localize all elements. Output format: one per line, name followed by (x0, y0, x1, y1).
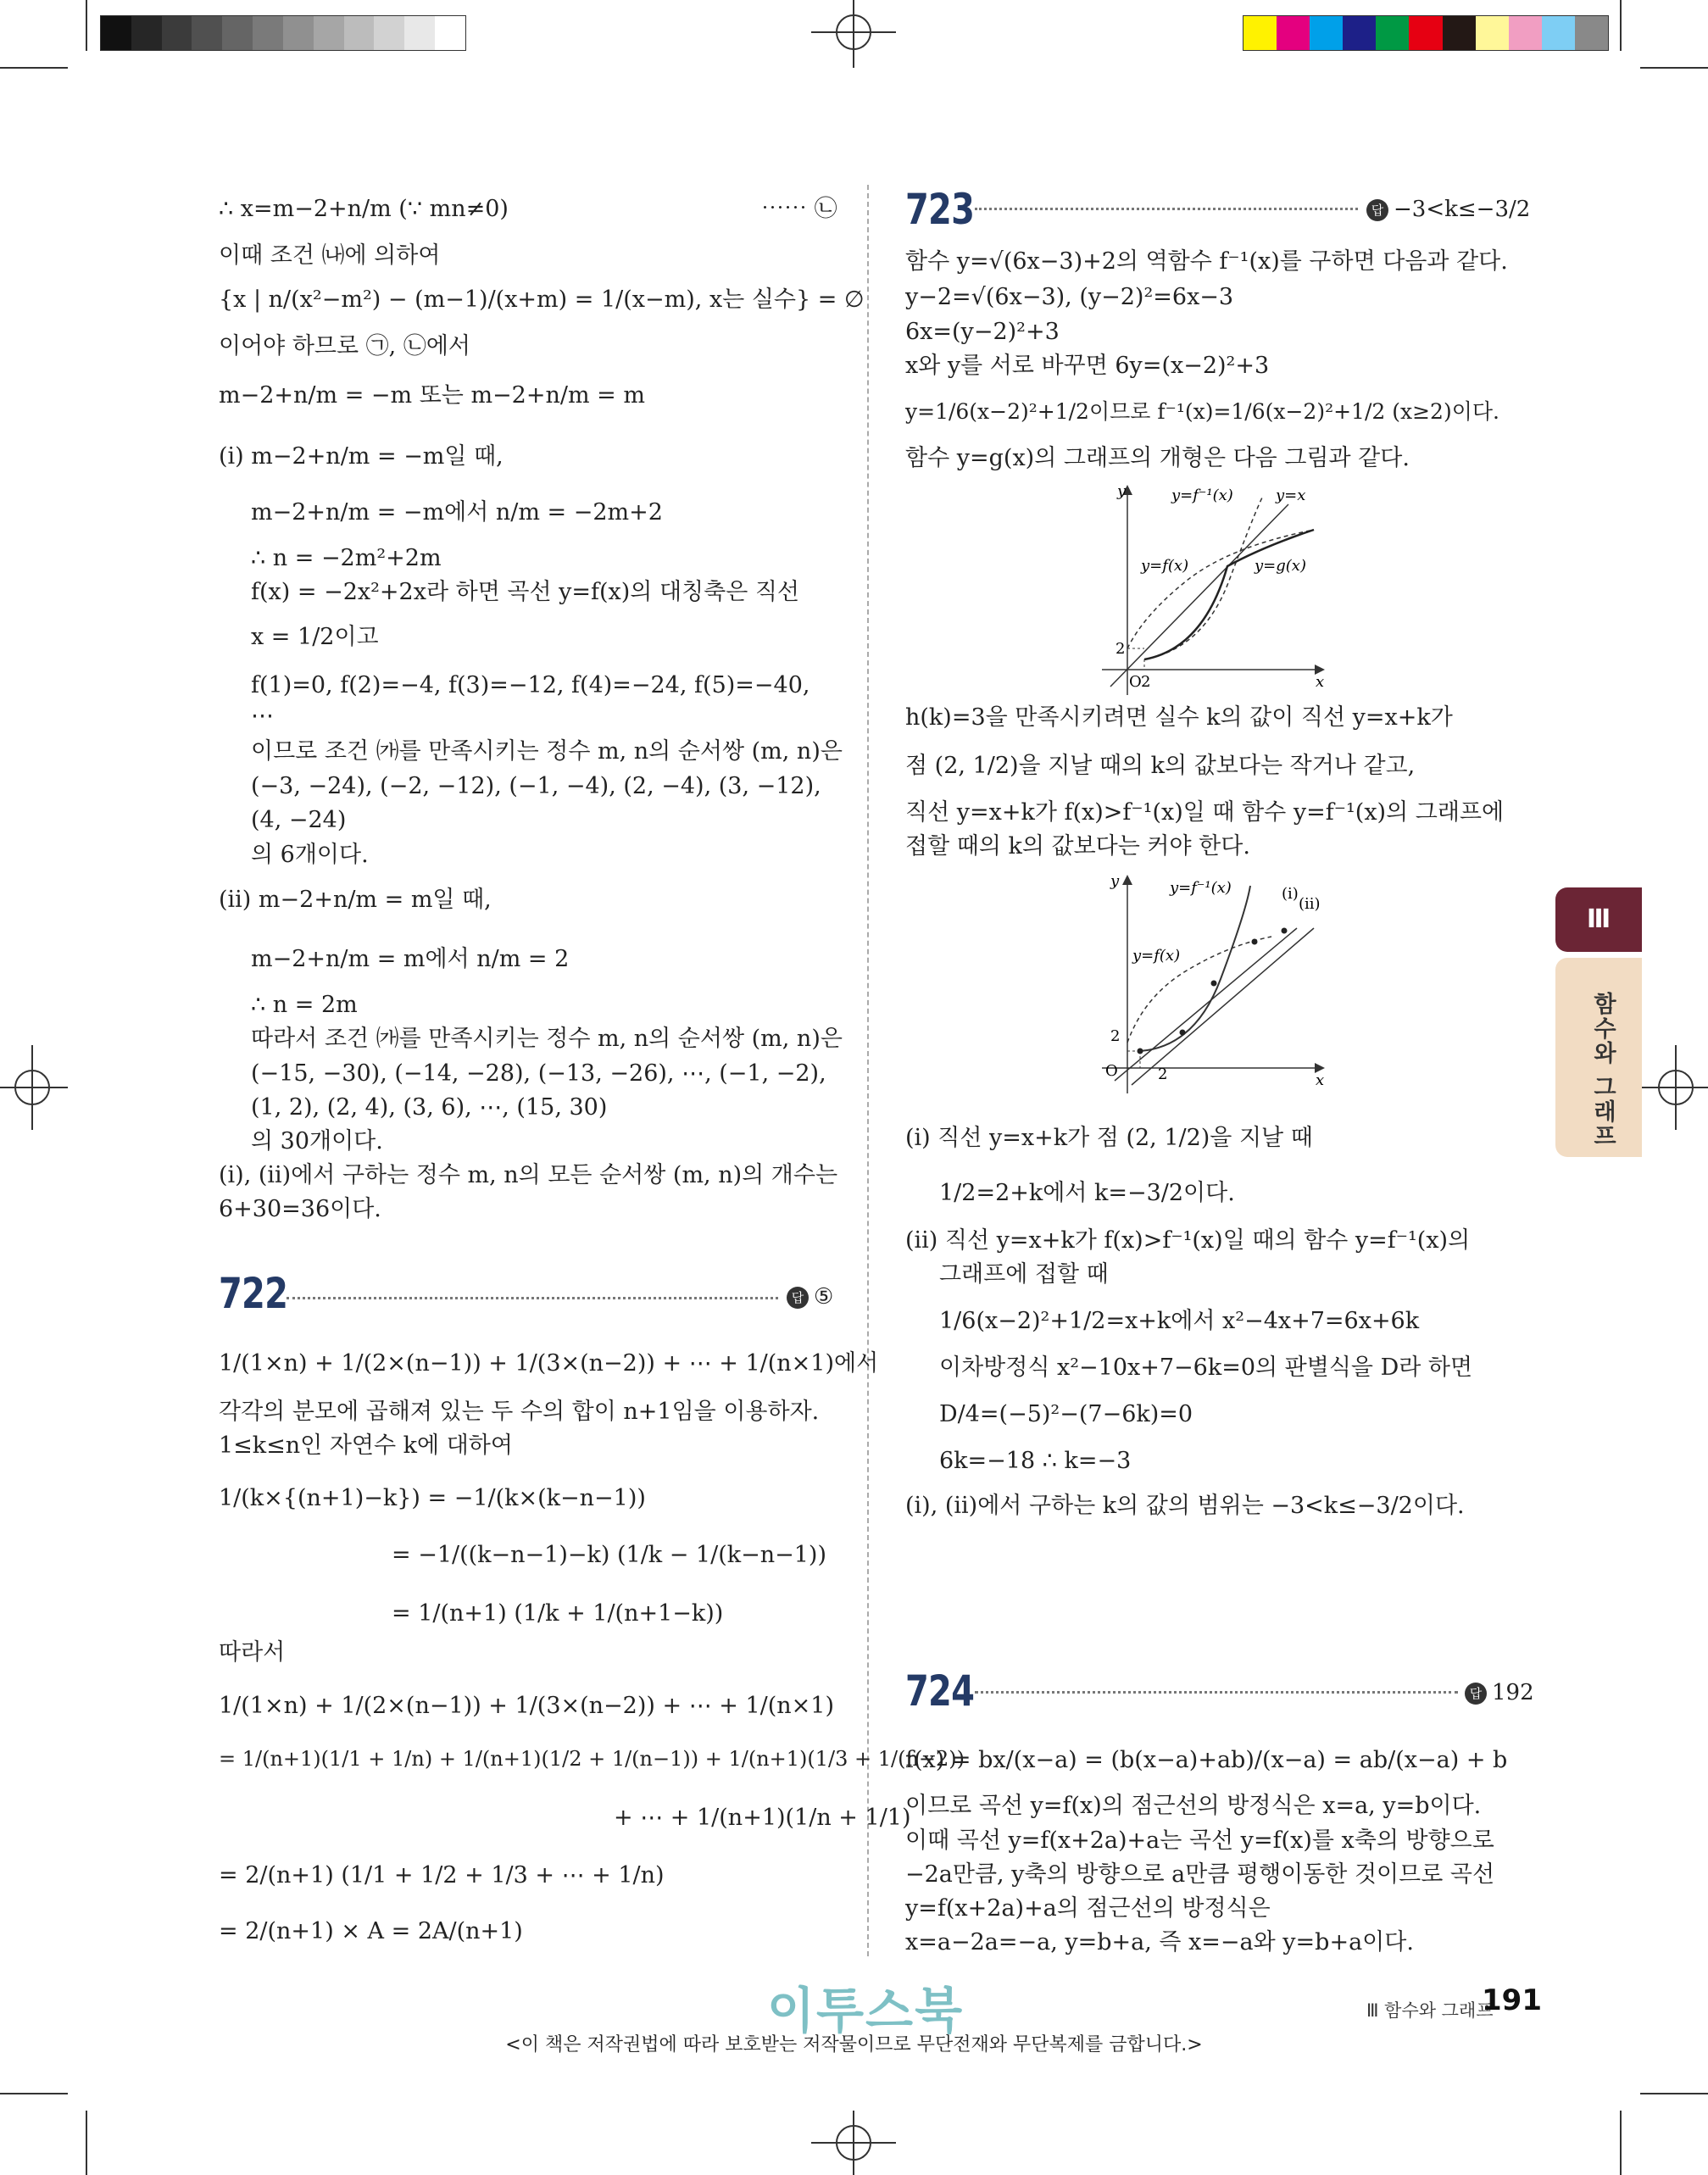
p723-line: D/4=(−5)²−(7−6k)=0 (939, 1401, 1193, 1427)
answer-value: −3<k≤−3/2 (1394, 197, 1531, 222)
answer-badge: 답 (1465, 1683, 1487, 1705)
copyright-notice: <이 책은 저작권법에 따라 보호받는 저작물이므로 무단전재와 무단복제를 금합니다.> (505, 2034, 1203, 2055)
p723-line: 1/2=2+k에서 k=−3/2이다. (939, 1180, 1235, 1206)
point (1180, 1030, 1186, 1036)
answer-value: ⑤ (814, 1284, 834, 1310)
graph2-label: 2 (1158, 1065, 1168, 1083)
p723-line: y−2=√(6x−3), (y−2)²=6x−3 (905, 284, 1234, 310)
answer-box (1366, 195, 1530, 224)
chapter-title: 함수와 그래프 (1589, 992, 1616, 1149)
left-line: m−2+n/m = −m에서 n/m = −2m+2 (251, 499, 663, 526)
left-line: 이므로 조건 ㈎를 만족시키는 정수 m, n의 순서쌍 (m, n)은 (251, 738, 843, 765)
problem-number: 722 (219, 1269, 288, 1318)
graph1-label: y=g(x) (1255, 557, 1306, 575)
p722-line: = 1/(n+1) (1/k + 1/(n+1−k)) (392, 1600, 724, 1627)
running-head: Ⅲ 함수와 그래프 (1366, 2000, 1494, 2021)
left-line: ∴ x=m−2+n/m (∵ mn≠0) (219, 196, 509, 222)
left-line: f(1)=0, f(2)=−4, f(3)=−12, f(4)=−24, f(5)=−40, (251, 672, 810, 698)
answer-badge: 답 (1366, 199, 1388, 221)
p724-line: 이므로 곡선 y=f(x)의 점근선의 방정식은 x=a, y=b이다. (905, 1793, 1482, 1819)
left-line: f(x) = −2x²+2x라 하면 곡선 y=f(x)의 대칭축은 직선 (251, 579, 800, 605)
p723-line: 이차방정식 x²−10x+7−6k=0의 판별식을 D라 하면 (939, 1355, 1473, 1381)
left-line: (1, 2), (2, 4), (3, 6), ⋯, (15, 30) (251, 1094, 608, 1121)
answer-box (1465, 1678, 1534, 1707)
graph2-label: x (1316, 1071, 1325, 1089)
graph2-label: O (1105, 1062, 1118, 1080)
p724-line: f(x) = bx/(x−a) = (b(x−a)+ab)/(x−a) = ab/(x−a) + b (905, 1747, 1508, 1773)
answer-box (787, 1282, 833, 1311)
left-line: (ⅰ) m−2+n/m = −m일 때, (219, 443, 503, 470)
left-line: 따라서 조건 ㈎를 만족시키는 정수 m, n의 순서쌍 (m, n)은 (251, 1026, 843, 1052)
p723-line: 점 (2, 1/2)을 지날 때의 k의 값보다는 작거나 같고, (905, 753, 1416, 779)
p722-line: 1/(k×{(n+1)−k}) = −1/(k×(k−n−1)) (219, 1485, 646, 1511)
point (1138, 1049, 1143, 1054)
graph1-label: y=f⁻¹(x) (1171, 487, 1233, 504)
graph1-label: y (1117, 482, 1127, 500)
dotted-leader (287, 1297, 778, 1299)
problem-number: 724 (905, 1666, 975, 1716)
line-y-eq-x (1110, 504, 1288, 687)
graph1-label: 2 (1141, 673, 1151, 691)
equation-tag: ⋯⋯ ㉡ (761, 196, 837, 222)
left-line: 이어야 하므로 ㉠, ㉡에서 (219, 333, 470, 359)
column-separator (867, 185, 869, 1956)
p722-line: = 2/(n+1) (1/1 + 1/2 + 1/3 + ⋯ + 1/n) (219, 1862, 665, 1889)
left-line: ∴ n = 2m (251, 992, 358, 1018)
left-line: 의 6개이다. (251, 842, 369, 868)
left-line: ⋯ (251, 703, 274, 729)
p723-line: (ⅱ) 직선 y=x+k가 f(x)>f⁻¹(x)일 때의 함수 y=f⁻¹(x)의 (905, 1227, 1471, 1254)
p723-line: (ⅰ), (ⅱ)에서 구하는 k의 값의 범위는 −3<k≤−3/2이다. (905, 1493, 1465, 1519)
graph1-label: y=f(x) (1141, 557, 1189, 575)
graph1-label: y=x (1276, 487, 1306, 504)
p723-line: (ⅰ) 직선 y=x+k가 점 (2, 1/2)을 지날 때 (905, 1125, 1313, 1151)
graph2-label: y=f⁻¹(x) (1170, 879, 1232, 897)
p723-line: 직선 y=x+k가 f(x)>f⁻¹(x)일 때 함수 y=f⁻¹(x)의 그래프에 (905, 799, 1505, 826)
p722-line: = 2/(n+1) × A = 2A/(n+1) (219, 1918, 523, 1944)
p724-line: y=f(x+2a)+a의 점근선의 방정식은 (905, 1895, 1271, 1922)
graph1-label: O (1129, 673, 1142, 691)
left-line: {x | n/(x²−m²) − (m−1)/(x+m) = 1/(x−m), x는 실수} = ∅ (219, 286, 865, 313)
p723-line: 6x=(y−2)²+3 (905, 319, 1060, 345)
graph2-label: y=f(x) (1132, 947, 1181, 965)
left-line: (−3, −24), (−2, −12), (−1, −4), (2, −4), (3, −12), (251, 773, 821, 799)
p723-line: h(k)=3을 만족시키려면 실수 k의 값이 직선 y=x+k가 (905, 704, 1453, 731)
left-line: x = 1/2이고 (251, 624, 379, 650)
p722-line: 각각의 분모에 곱해져 있는 두 수의 합이 n+1임을 이용하자. (219, 1399, 820, 1425)
page-number: 191 (1482, 1983, 1542, 2017)
p722-line: 1≤k≤n인 자연수 k에 대하여 (219, 1432, 513, 1459)
p723-line: 접할 때의 k의 값보다는 커야 한다. (905, 833, 1250, 859)
left-line: (ⅱ) m−2+n/m = m일 때, (219, 887, 492, 913)
left-line: m−2+n/m = −m 또는 m−2+n/m = m (219, 382, 645, 409)
dotted-leader (975, 208, 1358, 210)
p722-line: 따라서 (219, 1639, 286, 1666)
left-line: (−15, −30), (−14, −28), (−13, −26), ⋯, (−1, −2), (251, 1060, 826, 1087)
p723-line: 함수 y=g(x)의 그래프의 개형은 다음 그림과 같다. (905, 445, 1410, 471)
graph1-label: x (1316, 673, 1325, 691)
p722-line: 1/(1×n) + 1/(2×(n−1)) + 1/(3×(n−2)) + ⋯ + 1/(n×1)에서 (219, 1350, 879, 1377)
p724-line: x=a−2a=−a, y=b+a, 즉 x=−a와 y=b+a이다. (905, 1929, 1414, 1955)
graph1-label: 2 (1115, 640, 1126, 658)
left-line: (ⅰ), (ⅱ)에서 구하는 정수 m, n의 모든 순서쌍 (m, n)의 개수는 (219, 1162, 838, 1188)
chapter-title-tab (1555, 958, 1642, 1157)
p723-line: 1/6(x−2)²+1/2=x+k에서 x²−4x+7=6x+6k (939, 1308, 1420, 1334)
p723-line: 6k=−18 ∴ k=−3 (939, 1448, 1132, 1474)
graph2-label: (ⅰ) (1282, 885, 1299, 903)
p723-line: x와 y를 서로 바꾸면 6y=(x−2)²+3 (905, 353, 1270, 379)
p723-line: y=1/6(x−2)²+1/2이므로 f⁻¹(x)=1/6(x−2)²+1/2 (x≥2)이다. (905, 399, 1499, 424)
p723-line: 함수 y=√(6x−3)+2의 역함수 f⁻¹(x)를 구하면 다음과 같다. (905, 248, 1508, 275)
p722-line: = 1/(n+1)(1/1 + 1/n) + 1/(n+1)(1/2 + 1/(n−1)) + 1/(n+1)(1/3 + 1/(n−2)) (219, 1747, 965, 1771)
graph2-label: y (1110, 872, 1120, 890)
curve-f-inverse (1140, 886, 1250, 1051)
dotted-leader (975, 1691, 1458, 1694)
problem-number: 723 (905, 185, 975, 234)
graph-g (1093, 479, 1339, 699)
point (1252, 939, 1258, 945)
p724-line: 이때 곡선 y=f(x+2a)+a는 곡선 y=f(x)를 x축의 방향으로 (905, 1827, 1494, 1854)
left-line: ∴ n = −2m²+2m (251, 545, 442, 571)
left-line: 이때 조건 ㈏에 의하여 (219, 242, 441, 269)
left-line: 의 30개이다. (251, 1128, 383, 1154)
p722-line: 1/(1×n) + 1/(2×(n−1)) + 1/(3×(n−2)) + ⋯ + 1/(n×1) (219, 1693, 835, 1719)
p723-line: 그래프에 접할 때 (939, 1261, 1109, 1288)
left-line: m−2+n/m = m에서 n/m = 2 (251, 946, 570, 972)
p724-line: −2a만큼, y축의 방향으로 a만큼 평행이동한 것이므로 곡선 (905, 1861, 1495, 1888)
graph2-label: (ⅱ) (1299, 895, 1321, 913)
publisher-logo: 이투스북 (767, 1982, 965, 2039)
left-line: (4, −24) (251, 807, 347, 833)
left-line: 6+30=36이다. (219, 1196, 381, 1222)
point (1282, 928, 1288, 934)
graph-tangent (1093, 869, 1339, 1098)
p722-line: = −1/((k−n−1)−k) (1/k − 1/(k−n−1)) (392, 1542, 826, 1568)
p722-line: + ⋯ + 1/(n+1)(1/n + 1/1) (614, 1805, 911, 1831)
curve-f-inverse (1144, 496, 1263, 659)
graph2-label: 2 (1110, 1027, 1121, 1045)
chapter-tab: Ⅲ (1555, 887, 1642, 952)
point (1211, 981, 1217, 987)
answer-badge: 답 (787, 1287, 809, 1309)
answer-value: 192 (1492, 1680, 1534, 1705)
